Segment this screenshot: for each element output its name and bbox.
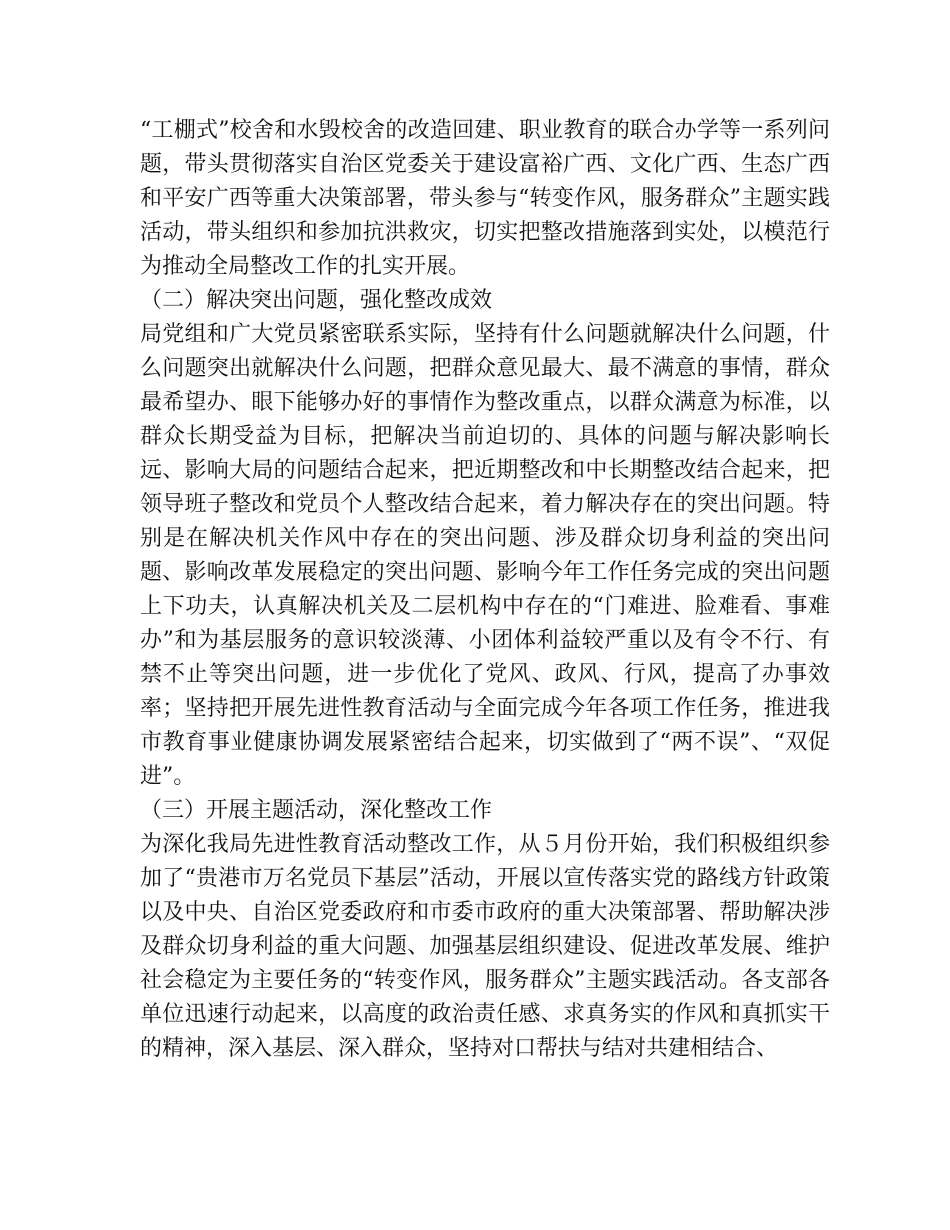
paragraph-1: “工棚式”校舍和水毁校舍的改造回建、职业教育的联合办学等一系列问题，带头贯彻落实自治区党委关于建设富裕广西、文化广西、生态广西和平安广西等重大决策部署，带头参与“转变作风，服务群众”主题实践活动，带头组织和参加抗洪救灾，切实把整改措施落到实处，以模范行为推动全局整改工作的扎实开展。: [140, 118, 830, 279]
paragraph-2: 局党组和广大党员紧密联系实际，坚持有什么问题就解决什么问题，什么问题突出就解决什么问题，把群众意见最大、最不满意的事情，群众最希望办、眼下能够办好的事情作为整改重点，以群众满意为标准，以群众长期受益为目标，把解决当前迫切的、具体的问题与解决影响长远、影响大局的问题结合起来，把近期整改和中长期整改结合起来，把领导班子整改和党员个人整改结合起来，着力解决存在的突出问题。特别是在解决机关作风中存在的突出问题、涉及群众切身利益的突出问题、影响改革发展稳定的突出问题、影响今年工作任务完成的突出问题上下功夫，认真解决机关及二层机构中存在的“门难进、脸难看、事难办”和为基层服务的意识较淡薄、小团体利益较严重以及有令不行、有禁不止等突出问题，进一步优化了党风、政风、行风，提高了办事效率；坚持把开展先进性教育活动与全面完成今年各项工作任务，推进我市教育事业健康协调发展紧密结合起来，切实做到了“两不误”、“双促进”。: [140, 322, 830, 789]
section-heading-3: （三）开展主题活动，深化整改工作: [140, 798, 493, 823]
document-body: [140, 114, 830, 1066]
section-heading-2: （二）解决突出问题，强化整改成效: [140, 288, 493, 313]
paragraph-3: 为深化我局先进性教育活动整改工作，从５月份开始，我们积极组织参加了“贵港市万名党员下基层”活动，开展以宣传落实党的路线方针政策以及中央、自治区党委政府和市委市政府的重大决策部署、帮助解决涉及群众切身利益的重大问题、加强基层组织建设、促进改革发展、维护社会稳定为主要任务的“转变作风，服务群众”主题实践活动。各支部各单位迅速行动起来，以高度的政治责任感、求真务实的作风和真抓实干的精神，深入基层、深入群众，坚持对口帮扶与结对共建相结合、: [140, 832, 830, 1061]
